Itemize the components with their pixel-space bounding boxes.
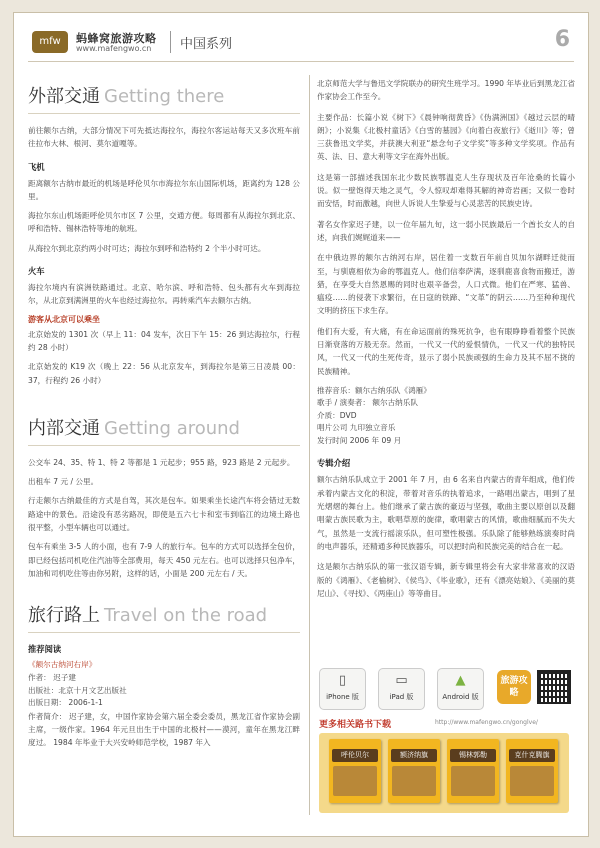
paragraph: 包车有乘坐 3-5 人的小面，也有 7-9 人的旅行车。包车的方式可以选择全包价，即已经包括司机吃住汽油等全部费用，每天 450 元左右。也可以选择只包净车，加油和司机吃住等由你另附，这样的话，小面是 200 元左右 / 天。 — [28, 542, 300, 578]
paragraph: 海拉尔境内有滨洲铁路通过。北京、哈尔滨、呼和浩特、包头都有火车到海拉尔，从北京到满洲里的火车也经过海拉尔。再转乘汽车去额尔古纳。 — [28, 283, 300, 306]
brand-name: 蚂蜂窝旅游攻略 — [76, 32, 157, 45]
paragraph: 距离额尔古纳市最近的机场是呼伦贝尔市海拉尔东山国际机场，距离约为 128 公里。 — [28, 178, 300, 201]
paragraph: 著名女作家迟子建，以一位年届九旬，这一弱小民族最后一个酋长女人的自述，向我们娓娓道来—— — [317, 219, 575, 242]
paragraph: 在中俄边界的额尔古纳河右岸，居住着一支数百年前自贝加尔湖畔迁徙而至，与驯鹿相依为命的鄂温克人。他们信奉萨满，逐驯鹿喜食物而搬迁，游猎，在享受大自然恩赐的同时也艰辛备尝，人口式微。他们在严寒、猛兽、瘟疫……的侵袭下求繁衍，在日寇的铁蹄、“文革”的阴云……乃至种种现代文明的挤压下求生存。 — [317, 253, 575, 316]
book-author: 作者： 迟子建 — [28, 673, 76, 683]
music-singer: 歌手 / 演奏者： 额尔古纳乐队 — [317, 398, 418, 408]
title-cn: 内部交通 — [28, 417, 100, 439]
title-en: Getting around — [104, 417, 240, 439]
section-rule — [28, 445, 300, 446]
guide-shelf — [319, 733, 569, 813]
subheading-beijing: 游客从北京可以乘坐 — [28, 314, 100, 324]
guide-book[interactable] — [388, 739, 440, 803]
music-company: 唱片公司 九印独立音乐 — [317, 423, 396, 433]
title-en: Getting there — [104, 86, 225, 107]
paragraph: 额尔古纳乐队成立于 2001 年 7 月，由 6 名来自内蒙古的青年组成，他们传承着内蒙古文化的积淀，带着对音乐的执着追求，一路唱出蒙古，唱到了星光熠熠的舞台上。他们继承了蒙古族的豪迈与坚强，歌曲主要以原创以及翻唱蒙古族民歌为主，歌唱草原的旋律，歌唱蒙古的风情，歌曲细腻而不失大气，虽然是一支流行摇滚乐队，但可塑性极强。乐队除了能够熟练演奏时尚的电声器乐，还精通多种民族器乐，可以把时尚和民族完美的结合在一起。 — [317, 475, 575, 551]
header-divider — [170, 31, 171, 53]
book-title: 《额尔古纳河右岸》 — [28, 660, 97, 670]
guide-book-title: 额济纳旗 — [391, 749, 437, 762]
paragraph: 前往额尔古纳，大部分情况下可先抵达海拉尔，海拉尔客运站每天又多次班车前往拉布大林、根河、莫尔道嘎等。 — [28, 126, 300, 149]
section-title-getting-around — [28, 417, 300, 441]
brand-logo[interactable]: mfw — [32, 31, 68, 53]
guide-book-title: 锡林郭勒 — [450, 749, 496, 762]
right-column — [317, 77, 575, 607]
section-rule — [28, 632, 300, 633]
guide-cover-image — [510, 766, 554, 796]
paragraph: 这是额尔古纳乐队的第一张汉语专辑，新专辑里将会有大家非常喜欢的汉语版的《鸿雁》、《老榆树》、《侯鸟》、《毕业歌》，还有《漂亮姑娘》、《美丽的莫尼山》、《寻找》、《两座山》等等曲目。 — [317, 562, 575, 598]
more-guides-title: 更多相关路书下载 — [319, 720, 392, 730]
title-en: Travel on the road — [104, 605, 268, 627]
guide-book[interactable] — [506, 739, 558, 803]
guide-book[interactable] — [447, 739, 499, 803]
author-intro: 作者简介： 迟子建，女，中国作家协会第六届全委会委员，黑龙江省作家协会副主席，一级作家。1964 年元旦出生于中国的北极村——漠河，童年在黑龙江畔度过。 1984 年毕业于大兴安岭师范学校，1987 年入 — [28, 711, 300, 748]
page-number: 6 — [554, 27, 570, 52]
paragraph: 他们有大爱，有大痛，有在命运面前的殊死抗争，也有眼睁睁看着整个民族日渐衰落的万般无奈。然而，一代又一代的爱恨情仇，一代又一代的独特民风，一代又一代的生死传奇，显示了弱小民族顽强的生命力及其不屈不挠的民族精神。 — [317, 326, 575, 376]
section-title-travel-on-the-road — [28, 604, 300, 628]
app-download-bar — [319, 668, 569, 710]
series-label: 中国系列 — [180, 37, 233, 52]
paragraph: 这是第一部描述我国东北少数民族鄂温克人生存现状及百年沧桑的长篇小说。似一壁饱得天地之灵气，令人惊叹却难得其解的神奇岩画；又似一卷时而安恬，时而激越，向世人诉说人生挚爱与心灵悲苦的民族史诗。 — [317, 172, 575, 209]
guide-book[interactable] — [329, 739, 381, 803]
header — [14, 13, 588, 59]
paragraph: 主要作品：长篇小说《树下》《晨钟响彻黄昏》《伪满洲国》《越过云层的晴朗》；小说集《北极村童话》《白雪的墓园》《向着白夜旅行》《逝川》等；曾三获鲁迅文学奖，并获澳大利亚“悬念句子文学奖”等多种文学奖项。作品有英、法、日、意大利等文字在海外出版。 — [317, 112, 575, 162]
iphone-app-button[interactable] — [319, 668, 366, 710]
more-guides-url[interactable]: http://www.mafengwo.cn/gonglve/ — [435, 719, 538, 726]
paragraph: 出租车 7 元 / 公里。 — [28, 477, 99, 487]
app-label: Android 版 — [442, 693, 479, 701]
guide-cover-image — [333, 766, 377, 796]
music-release: 发行时间 2006 年 09 月 — [317, 435, 402, 445]
title-cn: 旅行路上 — [28, 605, 100, 627]
section-title-getting-there — [28, 85, 300, 109]
subheading-flight: 飞机 — [28, 161, 45, 172]
paragraph: 北京师范大学与鲁迅文学院联办的研究生班学习。1990 年毕业后到黑龙江省作家协会工作至今。 — [317, 79, 575, 102]
section-rule — [28, 113, 300, 114]
guide-app-icon[interactable]: 旅游攻略 — [497, 670, 531, 704]
paragraph: 北京始发的 1301 次（早上 11：04 发车，次日下午 15：26 到达海拉尔，行程约 28 小时） — [28, 329, 300, 352]
header-rule — [28, 61, 574, 62]
book-publisher: 出版社：北京十月文艺出版社 — [28, 685, 127, 695]
subheading-train: 火车 — [28, 266, 45, 277]
subheading-reading: 推荐阅读 — [28, 644, 62, 655]
left-column — [28, 73, 300, 756]
guide-book-title: 呼伦贝尔 — [332, 749, 378, 762]
title-cn: 外部交通 — [28, 86, 100, 107]
paragraph: 海拉尔东山机场距呼伦贝尔市区 7 公里，交通方便。每周都有从海拉尔到北京、呼和浩特、锡林浩特等地的航班。 — [28, 211, 300, 234]
tablet-icon: ▭ — [395, 673, 408, 688]
phone-icon: ▯ — [338, 673, 347, 688]
android-app-button[interactable] — [437, 668, 484, 710]
paragraph: 公交车 24、35、特 1、特 2 等都是 1 元起步；955 路，923 路是 2 元起步。 — [28, 457, 295, 467]
brand-url[interactable]: www.mafengwo.cn — [76, 44, 152, 53]
guide-cover-image — [392, 766, 436, 796]
app-label: iPhone 版 — [326, 693, 359, 701]
more-guides — [319, 717, 569, 823]
music-title: 推荐音乐：额尔古纳乐队《鸿雁》 — [317, 385, 431, 395]
app-label: iPad 版 — [389, 693, 414, 701]
qr-code-icon[interactable] — [537, 670, 571, 704]
subheading-album: 专辑介绍 — [317, 458, 351, 469]
android-icon: ▲ — [455, 673, 466, 688]
page — [13, 12, 589, 837]
paragraph: 行走额尔古纳最佳的方式是自驾，其次是包车。如果乘坐长途汽车将会错过无数路途中的景色。沿途没有恶劣路况，即使是五六七卡和室韦到临江的边境土路也很平整，小型车辆也可以通过。 — [28, 496, 300, 533]
guide-cover-image — [451, 766, 495, 796]
column-divider — [309, 75, 310, 815]
book-date: 出版日期： 2006-1-1 — [28, 698, 103, 708]
paragraph: 从海拉尔到北京约两小时可达；海拉尔到呼和浩特约 2 个半小时可达。 — [28, 243, 266, 253]
guide-book-title: 克什克腾旗 — [509, 749, 555, 762]
paragraph: 北京始发的 K19 次（晚上 22：56 从北京发车，到海拉尔是第三日凌晨 00：37，行程约 26 小时） — [28, 362, 300, 385]
ipad-app-button[interactable] — [378, 668, 425, 710]
music-medium: 介质：DVD — [317, 410, 357, 420]
